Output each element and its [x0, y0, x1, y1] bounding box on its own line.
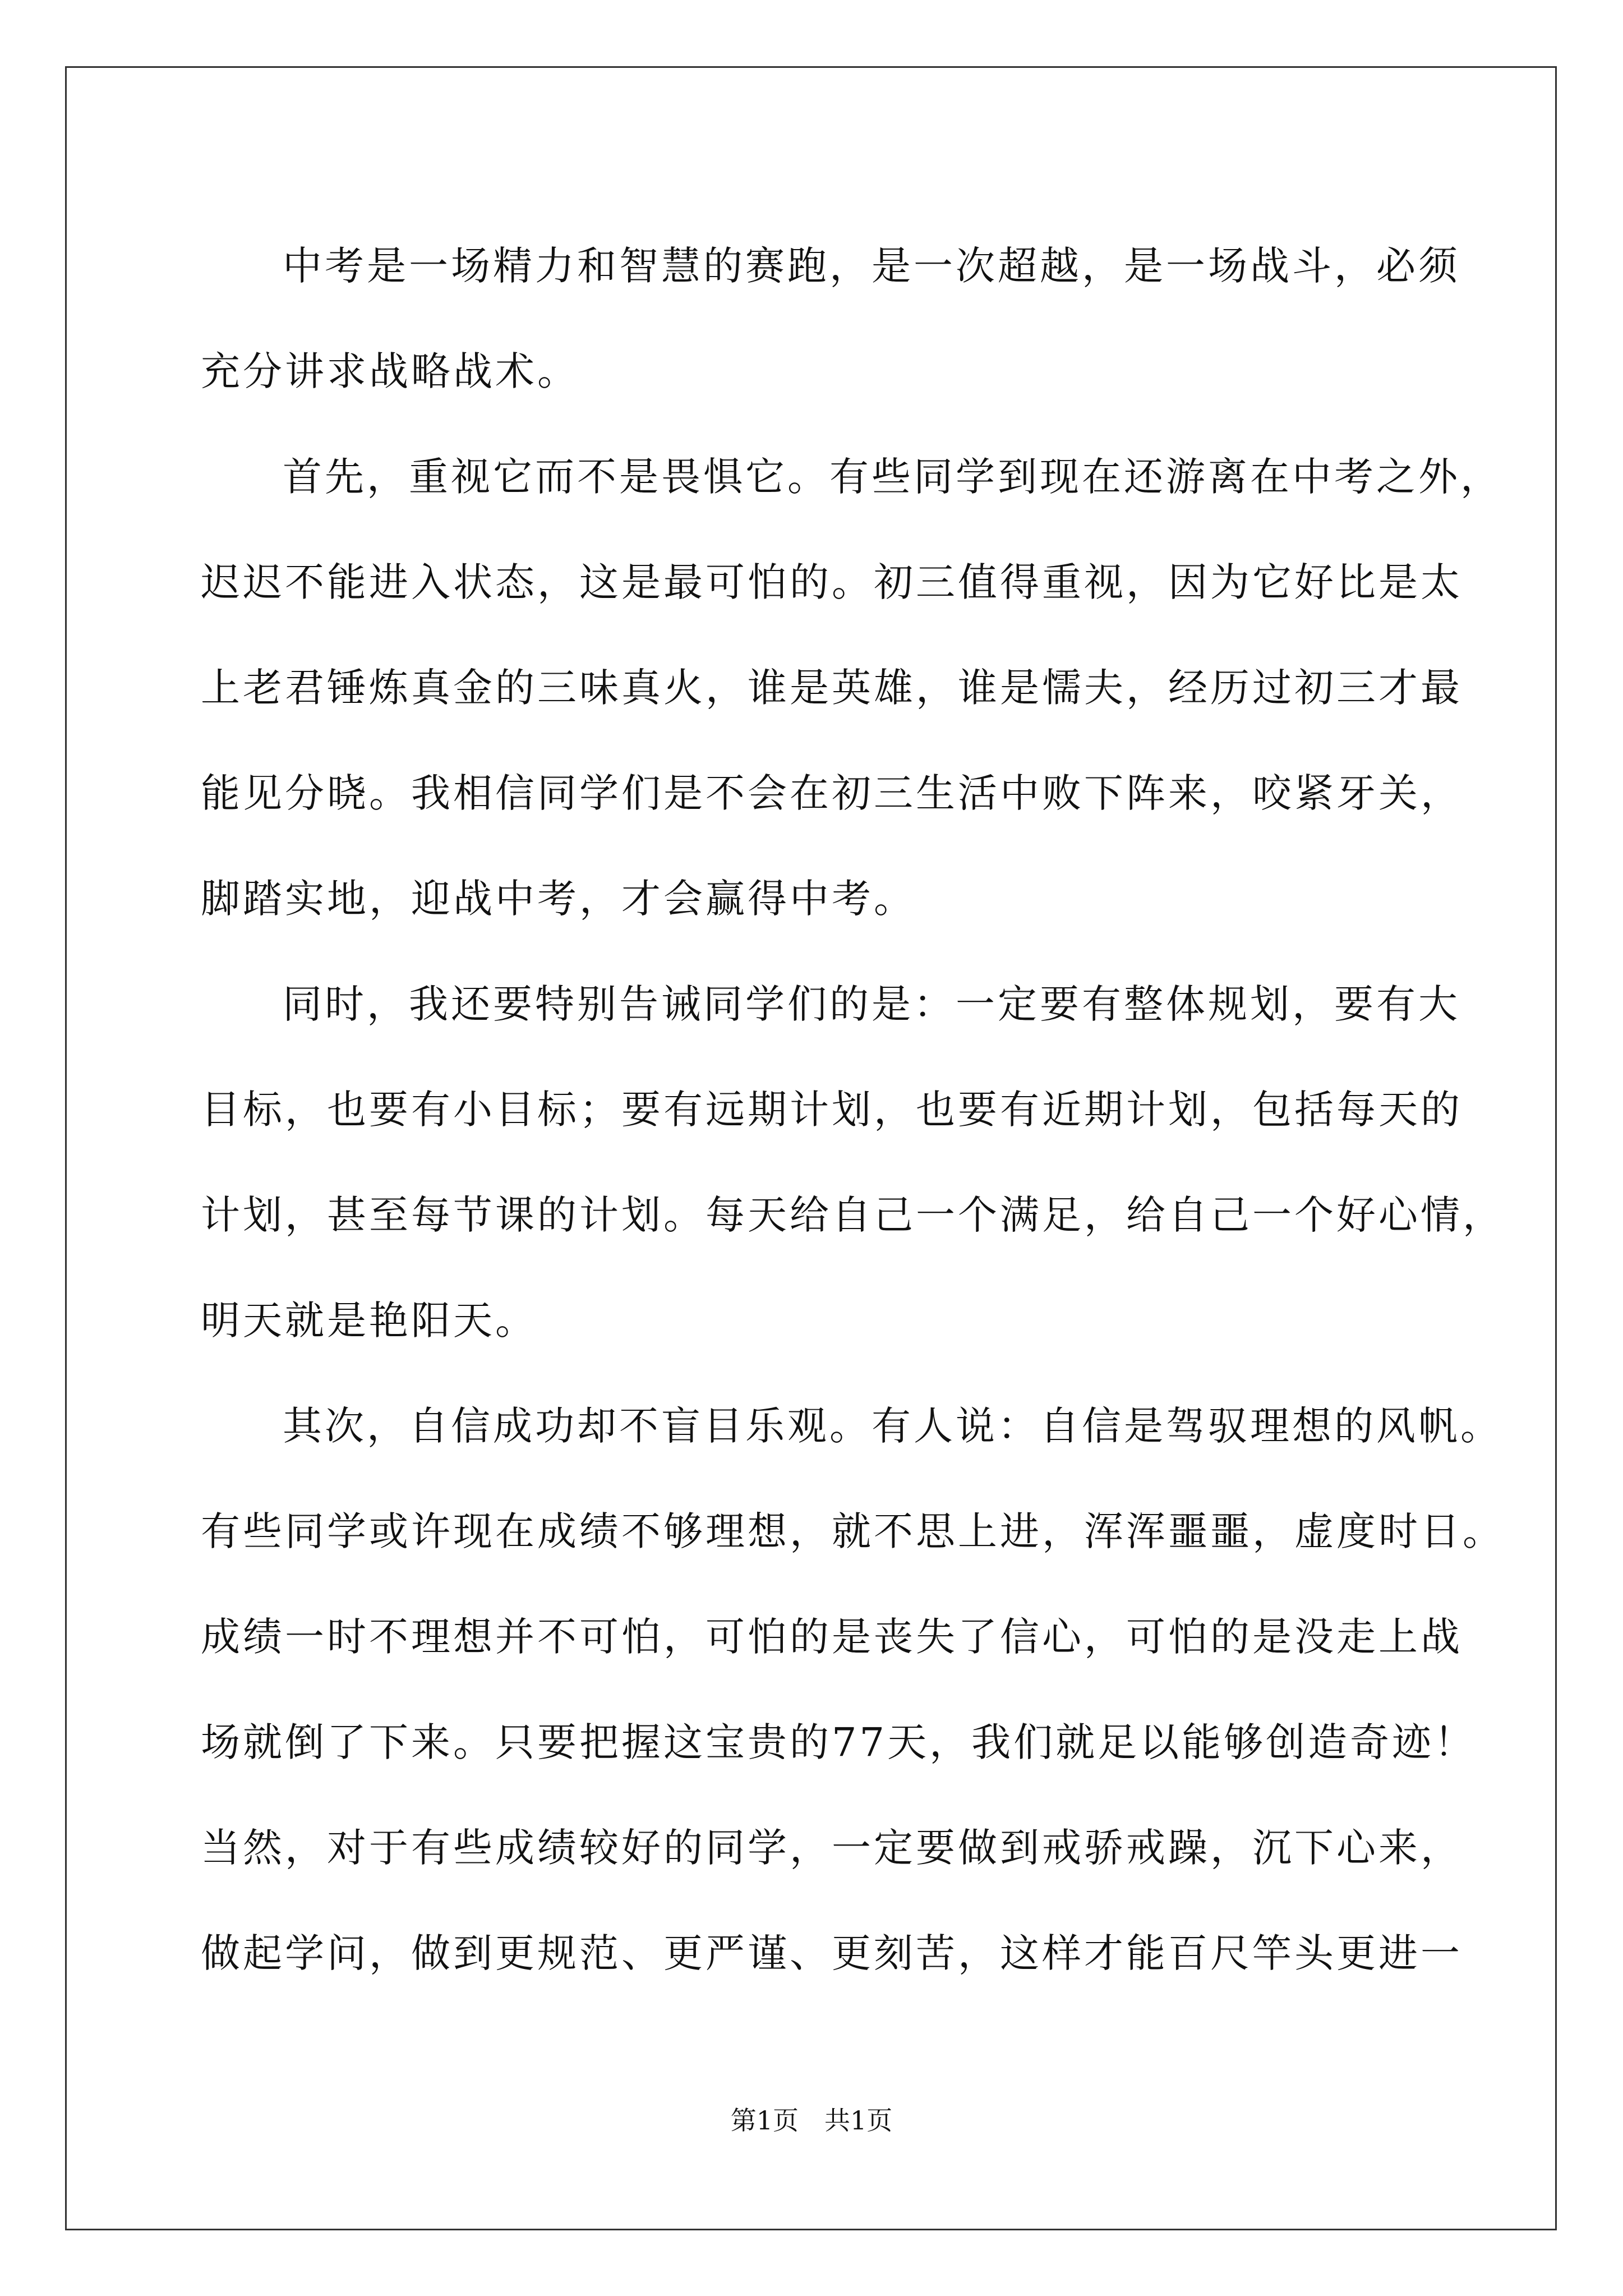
text-line: 上老君锤炼真金的三味真火，谁是英雄，谁是懦夫，经历过初三才最	[201, 665, 1463, 711]
text-line: 同时，我还要特别告诫同学们的是：一定要有整体规划，要有大	[283, 981, 1460, 1027]
text-line: 其次，自信成功却不盲目乐观。有人说：自信是驾驭理想的风帆。	[283, 1403, 1502, 1449]
text-line: 目标，也要有小目标；要有远期计划，也要有近期计划，包括每天的	[201, 1087, 1463, 1133]
text-line: 中考是一场精力和智慧的赛跑，是一次超越，是一场战斗，必须	[283, 243, 1460, 289]
text-line: 迟迟不能进入状态，这是最可怕的。初三值得重视，因为它好比是太	[201, 559, 1463, 605]
text-line: 做起学问，做到更规范、更严谨、更刻苦，这样才能百尺竿头更进一	[201, 1930, 1463, 1976]
text-line: 脚踏实地，迎战中考，才会赢得中考。	[201, 876, 916, 922]
document-body	[201, 213, 1505, 2006]
text-line: 有些同学或许现在成绩不够理想，就不思上进，浑浑噩噩，虚度时日。	[201, 1508, 1505, 1554]
page-number-footer: 第1页 共1页	[730, 2105, 893, 2136]
text-line: 充分讲求战略战术。	[201, 348, 579, 394]
text-line: 首先，重视它而不是畏惧它。有些同学到现在还游离在中考之外，	[283, 454, 1502, 500]
text-line: 计划，甚至每节课的计划。每天给自己一个满足，给自己一个好心情，	[201, 1192, 1505, 1238]
text-line: 明天就是艳阳天。	[201, 1297, 537, 1343]
text-line: 能见分晓。我相信同学们是不会在初三生活中败下阵来，咬紧牙关，	[201, 770, 1463, 816]
text-line: 当然，对于有些成绩较好的同学，一定要做到戒骄戒躁，沉下心来，	[201, 1825, 1463, 1871]
text-line: 成绩一时不理想并不可怕，可怕的是丧失了信心，可怕的是没走上战	[201, 1614, 1463, 1660]
text-line: 场就倒了下来。只要把握这宝贵的77天，我们就足以能够创造奇迹！	[201, 1719, 1477, 1765]
